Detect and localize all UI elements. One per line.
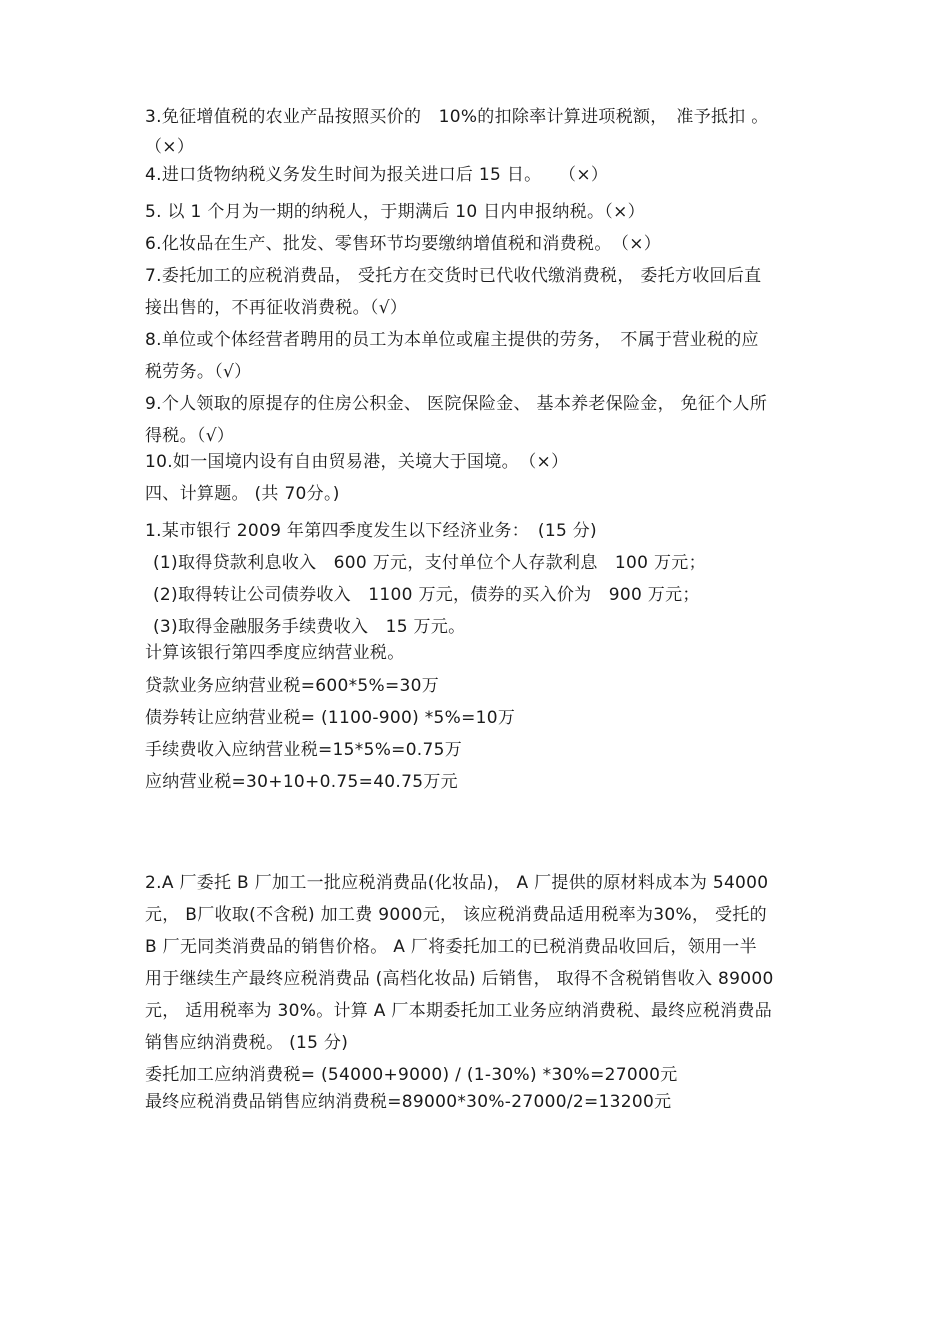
judgement-q7-line1: 7.委托加工的应税消费品， 受托方在交货时已代收代缴消费税， 委托方收回后直 [145, 266, 762, 286]
section-title: 四、计算题。 (共 70分。) [145, 484, 340, 504]
problem1-question: 计算该银行第四季度应纳营业税。 [145, 643, 405, 663]
problem2-line-2: 元， B厂收取(不含税) 加工费 9000元， 该应税消费品适用税率为30%， 受托的 [145, 905, 767, 925]
judgement-q3-line1: 3.免征增值税的农业产品按照买价的 10%的扣除率计算进项税额， 准予抵扣 。 [145, 107, 769, 127]
judgement-q4: 4.进口货物纳税义务发生时间为报关进口后 15 日。 （×） [145, 165, 609, 185]
judgement-q9-line1: 9.个人领取的原提存的住房公积金、 医院保险金、 基本养老保险金， 免征个人所 [145, 394, 768, 414]
problem2-line-5: 元， 适用税率为 30%。计算 A 厂本期委托加工业务应纳消费税、最终应税消费品 [145, 1001, 773, 1021]
problem1-item-3: (3)取得金融服务手续费收入 15 万元。 [153, 617, 466, 637]
problem2-answer-2: 最终应税消费品销售应纳消费税=89000*30%-27000/2=13200元 [145, 1092, 672, 1112]
problem1-stem: 1.某市银行 2009 年第四季度发生以下经济业务： (15 分) [145, 521, 597, 541]
problem2-line-4: 用于继续生产最终应税消费品 (高档化妆品) 后销售， 取得不含税销售收入 89000 [145, 969, 774, 989]
problem2-line-6: 销售应纳消费税。 (15 分) [145, 1033, 349, 1053]
judgement-q7-line2: 接出售的，不再征收消费税。（√） [145, 298, 408, 318]
judgement-q5: 5. 以 1 个月为一期的纳税人，于期满后 10 日内申报纳税。（×） [145, 202, 645, 222]
judgement-q8-line1: 8.单位或个体经营者聘用的员工为本单位或雇主提供的劳务， 不属于营业税的应 [145, 330, 759, 350]
judgement-q3-line2: （×） [145, 137, 195, 157]
problem1-item-2: (2)取得转让公司债券收入 1100 万元，债券的买入价为 900 万元； [153, 585, 700, 605]
problem1-answer-4: 应纳营业税=30+10+0.75=40.75万元 [145, 772, 458, 792]
problem1-answer-1: 贷款业务应纳营业税=600*5%=30万 [145, 676, 440, 696]
problem1-answer-3: 手续费收入应纳营业税=15*5%=0.75万 [145, 740, 463, 760]
problem2-line-3: B 厂无同类消费品的销售价格。 A 厂将委托加工的已税消费品收回后，领用一半 [145, 937, 757, 957]
judgement-q9-line2: 得税。（√） [145, 426, 235, 446]
problem2-line-1: 2.A 厂委托 B 厂加工一批应税消费品(化妆品)， A 厂提供的原材料成本为 54000 [145, 873, 769, 893]
problem1-item-1: (1)取得贷款利息收入 600 万元，支付单位个人存款利息 100 万元； [153, 553, 706, 573]
judgement-q8-line2: 税劳务。（√） [145, 362, 252, 382]
judgement-q6: 6.化妆品在生产、批发、零售环节均要缴纳增值税和消费税。 （×） [145, 234, 662, 254]
problem2-answer-1: 委托加工应纳消费税= (54000+9000) / (1-30%) *30%=27000元 [145, 1065, 678, 1085]
judgement-q10: 10.如一国境内设有自由贸易港，关境大于国境。 （×） [145, 452, 569, 472]
problem1-answer-2: 债券转让应纳营业税= (1100-900) *5%=10万 [145, 708, 516, 728]
